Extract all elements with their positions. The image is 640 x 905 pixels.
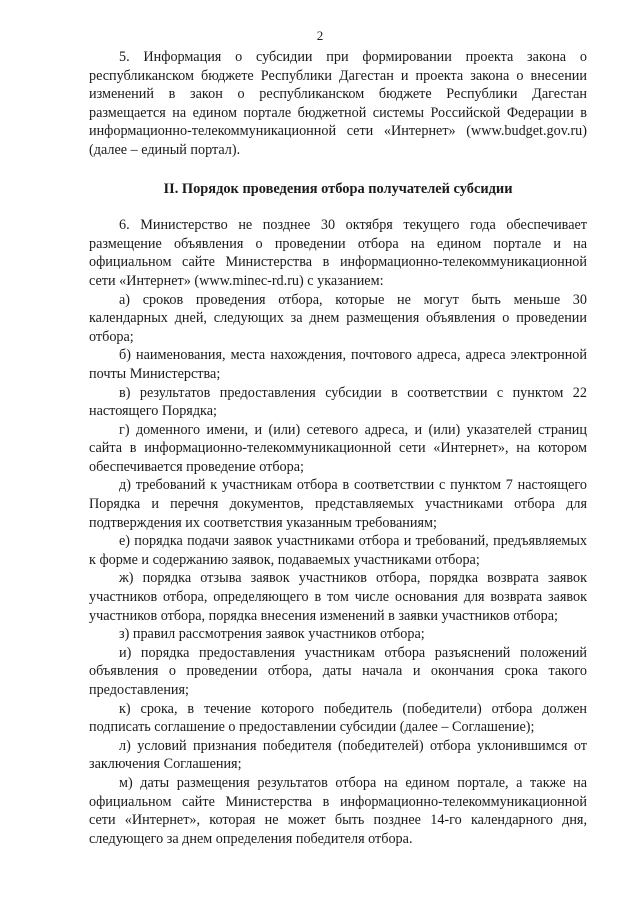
- list-item-g: г) доменного имени, и (или) сетевого адреса, и (или) указателей страниц сайта в информационно-телекоммуникационной сети «Интернет», на котором обеспечивается проведение отбора;: [89, 421, 587, 475]
- list-item-d: д) требований к участникам отбора в соответствии с пунктом 7 настоящего Порядка и перечня документов, представляемых участниками отбора для подтверждения их соответствия указанным требованиям;: [89, 477, 587, 531]
- paragraph-6: 6. Министерство не позднее 30 октября текущего года обеспечивает размещение объявления о проведении отбора на едином портале и на официальном сайте Министерства в информационно-телекоммуникационной сети «Интернет» (www.minec-rd.ru) с указанием:: [89, 217, 587, 289]
- list-item-m: м) даты размещения результатов отбора на едином портале, а также на официальном сайте Министерства в информационно-телекоммуникационной сети «Интернет», которая не может быть позднее 14-го календарного дня, следующего за днем определения победителя отбора.: [89, 774, 587, 847]
- list-item-v: в) результатов предоставления субсидии в соответствии с пунктом 22 настоящего Порядка;: [89, 384, 587, 420]
- section-title: II. Порядок проведения отбора получателей субсидии: [163, 180, 513, 197]
- paragraph-5: 5. Информация о субсидии при формировании проекта закона о республиканском бюджете Республики Дагестан и проекта закона о внесении изменений в закон о республиканском бюджете Республики Дагестан размещается на едином портале бюджетной системы Российской Федерации в информационно-телекоммуникационной сети «Интернет» (www.budget.gov.ru) (далее – единый портал).: [89, 49, 587, 158]
- list-item-zh: ж) порядка отзыва заявок участников отбора, порядка возврата заявок участников отбора, определяющего в том числе основания для возврата заявок участников отбора, порядка внесения изменений в заявки участников отбора;: [89, 570, 587, 624]
- list-item-b: б) наименования, места нахождения, почтового адреса, адреса электронной почты Министерства;: [89, 347, 587, 382]
- list-item-i: и) порядка предоставления участникам отбора разъяснений положений объявления о проведении отбора, даты начала и окончания срока такого предоставления;: [89, 644, 587, 698]
- list-item-z: з) правил рассмотрения заявок участников отбора;: [119, 626, 425, 643]
- list-item-e: е) порядка подачи заявок участниками отбора и требований, предъявляемых к форме и содержанию заявок, подаваемых участниками отбора;: [89, 533, 587, 568]
- list-item-a: а) сроков проведения отбора, которые не могут быть меньше 30 календарных дней, следующих за днем размещения объявления о проведении отбора;: [89, 291, 587, 345]
- page-number: 2: [316, 28, 324, 43]
- document-body: [89, 48, 587, 848]
- list-item-l: л) условий признания победителя (победителей) отбора уклонившимся от заключения Соглашения;: [89, 737, 587, 773]
- list-item-k: к) срока, в течение которого победитель (победители) отбора должен подписать соглашение о предоставлении субсидии (далее – Соглашение);: [89, 700, 587, 736]
